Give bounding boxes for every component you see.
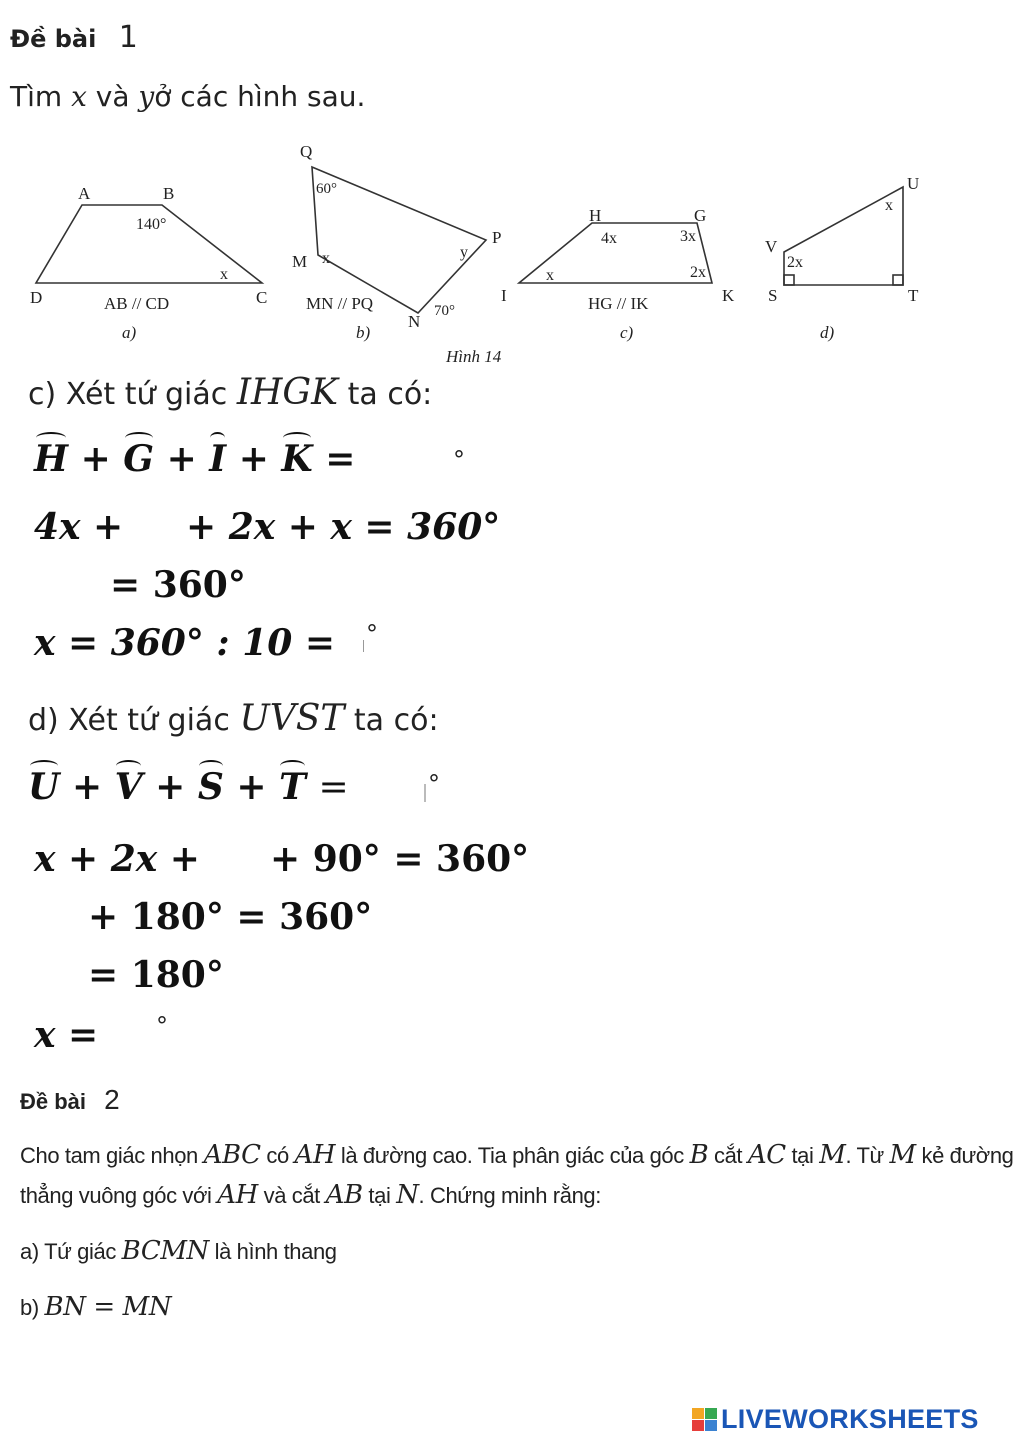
math-ABC: ABC xyxy=(203,1140,261,1170)
math-M: M xyxy=(889,1140,916,1170)
expr-part: 4x + xyxy=(34,506,124,548)
exercise-1-heading xyxy=(10,20,138,55)
math-N: N xyxy=(396,1180,419,1210)
label-P: P xyxy=(492,228,502,247)
label-b-y: y xyxy=(460,244,468,261)
label-G: G xyxy=(694,206,707,225)
plus-sign: + xyxy=(80,438,111,480)
figure-b-quadrilateral xyxy=(312,167,486,313)
label-Q: Q xyxy=(300,142,313,161)
heading-text: Đề bài xyxy=(10,25,97,53)
math-AH: AH xyxy=(217,1180,258,1210)
text: và cắt xyxy=(257,1183,326,1208)
liveworksheets-logo xyxy=(692,1404,979,1435)
angle-U: U xyxy=(28,766,60,808)
answer-input-c4[interactable] xyxy=(318,630,366,666)
expr-part: + 180° = 360° xyxy=(88,896,373,938)
exercise-2-heading xyxy=(20,1084,120,1116)
degree-mark: ° xyxy=(428,770,440,798)
answer-input-c2[interactable] xyxy=(118,512,182,548)
exercise-2-question-b xyxy=(20,1292,171,1322)
label-d-x: x xyxy=(885,197,893,214)
expr-part: x + 2x + xyxy=(34,838,200,880)
label-I: I xyxy=(501,286,507,305)
part-c-line-2 xyxy=(34,506,123,548)
label-N: N xyxy=(408,312,421,331)
label-b: b) xyxy=(356,323,371,342)
text: . Từ xyxy=(845,1143,890,1168)
text: tại xyxy=(362,1183,397,1208)
prompt-var-x: x xyxy=(71,80,87,113)
label-K: K xyxy=(722,286,735,305)
angle-I: I xyxy=(209,438,227,480)
label-B: B xyxy=(163,184,175,203)
label-V: V xyxy=(765,237,778,256)
part-c-intro xyxy=(28,372,432,413)
math-B: B xyxy=(689,1140,709,1170)
figure-hinh-14 xyxy=(0,135,1000,370)
plus-sign: + xyxy=(71,766,103,808)
angle-K: K xyxy=(281,438,313,480)
label-T: T xyxy=(908,286,919,305)
part-c-line-3 xyxy=(110,564,246,606)
prompt-text: Tìm xyxy=(10,80,63,113)
plus-sign: + xyxy=(238,438,269,480)
figure-caption: Hình 14 xyxy=(446,347,502,366)
intro-tail: ta có: xyxy=(347,377,433,412)
exercise-2-line-2 xyxy=(20,1180,601,1210)
degree-mark: ° xyxy=(156,1012,168,1040)
exercise-1-prompt xyxy=(10,80,365,113)
expr-part: x = xyxy=(34,1014,99,1056)
math-BCMN: BCMN xyxy=(121,1236,209,1266)
part-d-line-2 xyxy=(34,838,200,880)
text: cắt xyxy=(708,1143,748,1168)
label-S: S xyxy=(768,286,778,305)
expr-part: = 180° xyxy=(88,954,224,996)
label-c-3x: 3x xyxy=(680,228,696,245)
label-d-2x: 2x xyxy=(787,254,803,271)
expr-part: x = 360° : 10 = xyxy=(34,622,335,664)
math-AB: AB xyxy=(325,1180,363,1210)
part-d-line-5 xyxy=(34,1014,98,1056)
label-c-2x: 2x xyxy=(690,264,706,281)
answer-input-d3[interactable] xyxy=(34,902,88,938)
text: kẻ đường xyxy=(915,1143,1014,1168)
expr-part: + 90° = 360° xyxy=(270,838,530,880)
part-c-line-1 xyxy=(34,438,355,480)
expr-part: = 360° xyxy=(110,564,246,606)
label-angle-n: 70° xyxy=(434,303,455,319)
text: a) Tứ giác xyxy=(20,1239,122,1264)
plus-sign: + xyxy=(166,438,197,480)
math-AH: AH xyxy=(294,1140,336,1170)
intro-text: c) Xét tứ giác xyxy=(28,377,228,412)
answer-input-c3[interactable] xyxy=(34,570,108,606)
label-angle-q: 60° xyxy=(316,181,337,197)
quad-name: UVST xyxy=(239,698,345,739)
label-a-x: x xyxy=(220,266,228,283)
plus-sign: + xyxy=(236,766,267,808)
angle-T: T xyxy=(279,766,306,808)
part-c-line-4 xyxy=(34,622,335,664)
text: b) xyxy=(20,1295,45,1320)
text: có xyxy=(260,1143,295,1168)
label-b-note: MN // PQ xyxy=(306,294,374,313)
logo-icon xyxy=(692,1406,718,1434)
degree-mark: ° xyxy=(453,446,465,474)
part-d-intro xyxy=(28,698,439,739)
label-M: M xyxy=(292,252,308,271)
angle-S: S xyxy=(197,766,224,808)
label-H: H xyxy=(589,206,602,225)
part-c-line-2b xyxy=(186,506,500,548)
exercise-2-line-1 xyxy=(20,1140,1014,1170)
answer-input-d5[interactable] xyxy=(108,1020,156,1056)
part-d-line-4 xyxy=(88,954,224,996)
label-b-x: x xyxy=(322,250,330,267)
text: . Chứng minh rằng: xyxy=(418,1183,601,1208)
angle-G: G xyxy=(123,438,155,480)
math-AC: AC xyxy=(747,1140,786,1170)
label-C: C xyxy=(256,288,268,307)
label-angle-b: 140° xyxy=(136,216,167,233)
plus-sign: + xyxy=(155,766,186,808)
prompt-text: ở các hình sau. xyxy=(154,80,366,113)
label-U: U xyxy=(907,174,920,193)
label-d: d) xyxy=(820,323,835,342)
label-c-note: HG // IK xyxy=(588,294,649,313)
answer-input-d2[interactable] xyxy=(200,844,266,880)
exercise-number: 2 xyxy=(104,1084,120,1115)
text: Cho tam giác nhọn xyxy=(20,1143,204,1168)
part-d-line-3 xyxy=(88,896,372,938)
exercise-number: 1 xyxy=(118,20,138,55)
text-cursor xyxy=(363,640,364,652)
label-D: D xyxy=(30,288,43,307)
degree-mark: ° xyxy=(366,620,378,648)
part-d-line-2b xyxy=(270,838,529,880)
logo-text: LIVEWORKSHEETS xyxy=(721,1404,979,1434)
label-a: a) xyxy=(122,323,137,342)
exercise-2-question-a xyxy=(20,1236,337,1266)
label-c: c) xyxy=(620,323,634,342)
text-cursor xyxy=(424,784,426,802)
equals-sign: = xyxy=(318,767,349,808)
heading-text: Đề bài xyxy=(20,1089,87,1114)
answer-input-d4[interactable] xyxy=(34,960,88,996)
part-d-line-1 xyxy=(28,766,349,808)
angle-V: V xyxy=(114,766,143,808)
math-BN-MN: BN = MN xyxy=(44,1292,172,1322)
label-A: A xyxy=(78,184,91,203)
answer-input-c1[interactable] xyxy=(390,448,454,484)
intro-tail: ta có: xyxy=(353,703,439,738)
equals-sign: = xyxy=(325,438,356,480)
label-c-x: x xyxy=(546,267,554,284)
prompt-text: và xyxy=(95,80,130,113)
intro-text: d) Xét tứ giác xyxy=(28,703,230,738)
expr-part: + 2x + x = 360° xyxy=(186,506,501,548)
text: tại xyxy=(785,1143,820,1168)
angle-H: H xyxy=(34,438,69,480)
text: là hình thang xyxy=(208,1239,337,1264)
text: là đường cao. Tia phân giác của góc xyxy=(335,1143,690,1168)
label-c-4x: 4x xyxy=(601,230,617,247)
math-M: M xyxy=(819,1140,846,1170)
answer-input-d1[interactable] xyxy=(360,776,426,812)
quad-name: IHGK xyxy=(236,372,339,413)
label-a-note: AB // CD xyxy=(104,294,170,313)
text: thẳng vuông góc với xyxy=(20,1183,218,1208)
prompt-var-y: y xyxy=(138,80,155,113)
